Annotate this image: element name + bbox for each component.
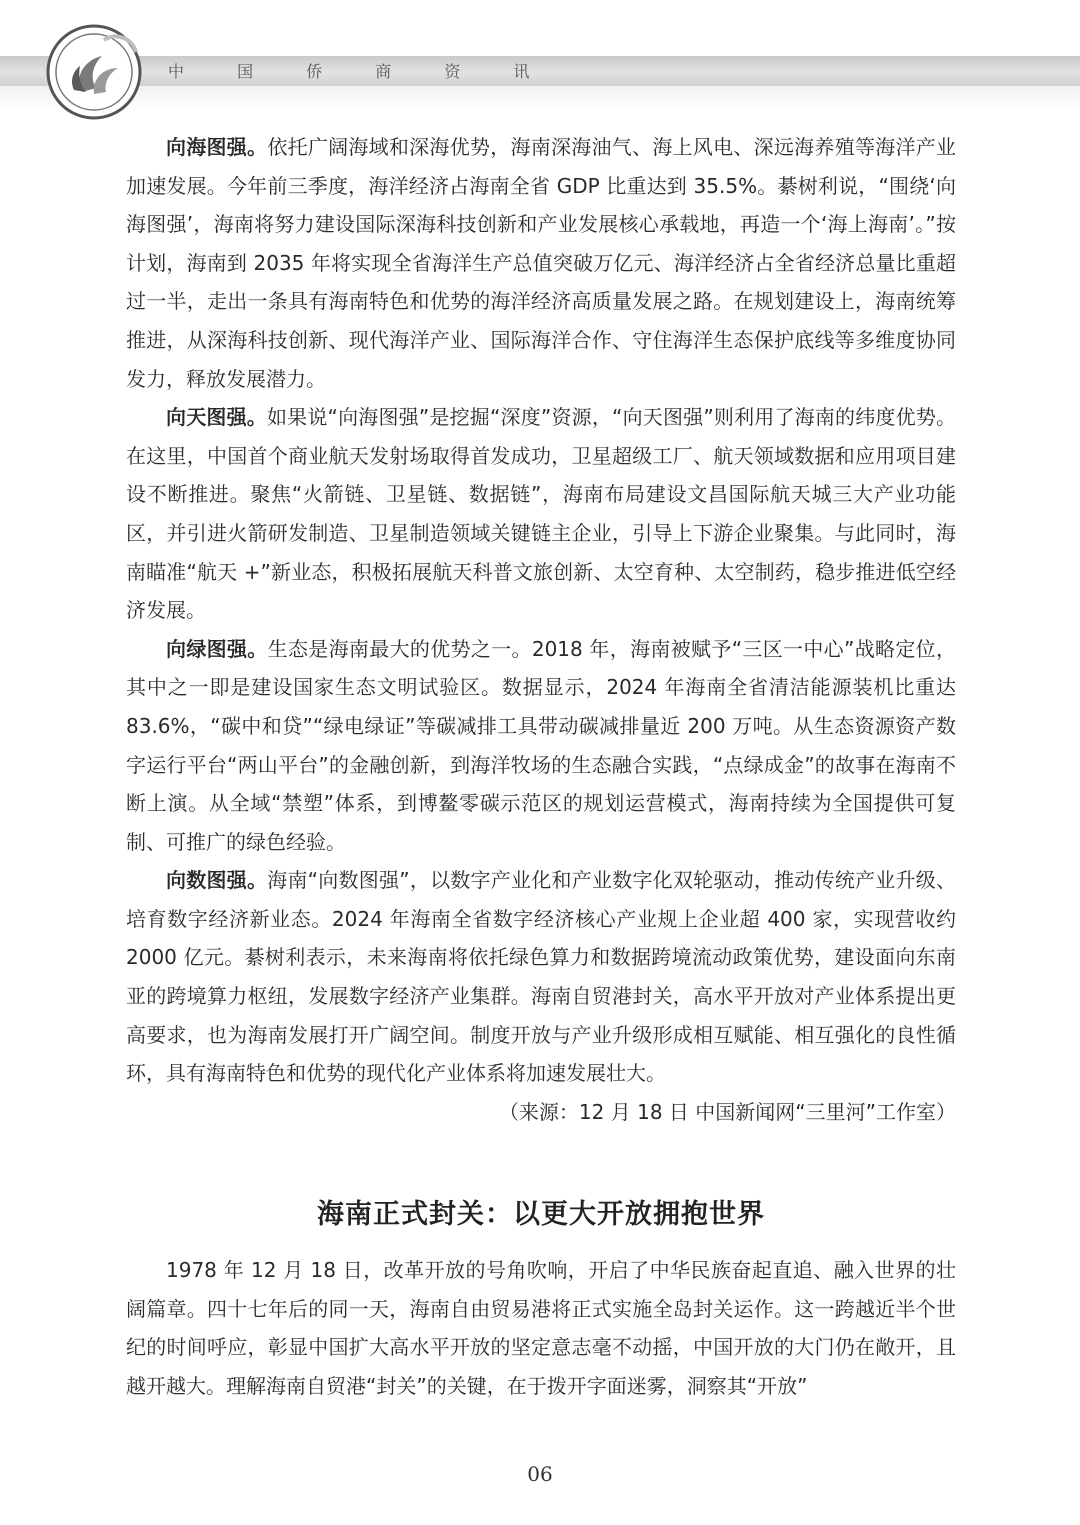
source-citation: （来源：12 月 18 日 中国新闻网“三里河”工作室） <box>498 1099 956 1124</box>
article-body-2 <box>126 1251 956 1405</box>
paragraph-text: 如果说“向海图强”是挖掘“深度”资源，“向天图强”则利用了海南的纬度优势。在这里，中国首个商业航天发射场取得首发成功，卫星超级工厂、航天领域数据和应用项目建设不断推进。聚焦“火箭链、卫星链、数据链”，海南布局建设文昌国际航天城三大产业功能区，并引进火箭研发制造、卫星制造领域关键链主企业，引导上下游企业聚集。与此同时，海南瞄准“航天 +”新业态，积极拓展航天科普文旅创新、太空育种、太空制药，稳步推进低空经济发展。 <box>126 405 957 623</box>
paragraph-digital <box>126 861 956 1093</box>
organization-logo <box>44 22 144 122</box>
publication-title: 中 国 侨 商 资 讯 <box>168 62 554 81</box>
paragraph-text: 生态是海南最大的优势之一。2018 年，海南被赋予“三区一中心”战略定位，其中之一即是建设国家生态文明试验区。数据显示，2024 年海南全省清洁能源装机比重达 83.6%，“碳中和贷”“绿电绿证”等碳减排工具带动碳减排量近 200 万吨。从生态资源资产数字运行平台“两山平台”的金融创新，到海洋牧场的生态融合实践，“点绿成金”的故事在海南不断上演。从全域“禁塑”体系，到博鳌零碳示范区的规划运营模式，海南持续为全国提供可复制、可推广的绿色经验。 <box>126 636 956 854</box>
paragraph-lead: 向天图强。 <box>166 405 267 430</box>
paragraph-text: 依托广阔海域和深海优势，海南深海油气、海上风电、深远海养殖等海洋产业加速发展。今年前三季度，海洋经济占海南全省 GDP 比重达到 35.5%。綦树利说，“围绕‘向海图强’，海南将努力建设国际深海科技创新和产业发展核心承载地，再造一个‘海上海南’。”按计划，海南到 2035 年将实现全省海洋生产总值突破万亿元、海洋经济占全省经济总量比重超过一半，走出一条具有海南特色和优势的海洋经济高质量发展之路。在规划建设上，海南统筹推进，从深海科技创新、现代海洋产业、国际海洋合作、守住海洋生态保护底线等多维度协同发力，释放发展潜力。 <box>126 135 957 391</box>
page-number: 06 <box>527 1462 553 1486</box>
paragraph-sea <box>126 128 956 398</box>
article-body <box>126 128 956 1131</box>
paragraph-text: 海南“向数图强”，以数字产业化和产业数字化双轮驱动，推动传统产业升级、培育数字经济新业态。2024 年海南全省数字经济核心产业规上企业超 400 家，实现营收约 2000 亿元。綦树利表示，未来海南将依托绿色算力和数据跨境流动政策优势，建设面向东南亚的跨境算力枢纽，发展数字经济产业集群。海南自贸港封关，高水平开放对产业体系提出更高要求，也为海南发展打开广阔空间。制度开放与产业升级形成相互赋能、相互强化的良性循环，具有海南特色和优势的现代化产业体系将加速发展壮大。 <box>126 868 957 1086</box>
paragraph-sky <box>126 398 956 630</box>
paragraph-lead: 向数图强。 <box>166 868 268 893</box>
paragraph-intro: 1978 年 12 月 18 日，改革开放的号角吹响，开启了中华民族奋起直追、融入世界的壮阔篇章。四十七年后的同一天，海南自由贸易港将正式实施全岛封关运作。这一跨越近半个世纪的时间呼应，彰显中国扩大高水平开放的坚定意志毫不动摇，中国开放的大门仍在敞开，且越开越大。理解海南自贸港“封关”的关键，在于拨开字面迷雾，洞察其“开放” <box>126 1258 956 1398</box>
paragraph-green <box>126 630 956 862</box>
header-shadow <box>0 86 1080 112</box>
article-title: 海南正式封关：以更大开放拥抱世界 <box>317 1199 765 1230</box>
paragraph-lead: 向绿图强。 <box>166 636 268 661</box>
logo-emblem-icon <box>44 22 144 122</box>
paragraph-lead: 向海图强。 <box>166 135 268 159</box>
